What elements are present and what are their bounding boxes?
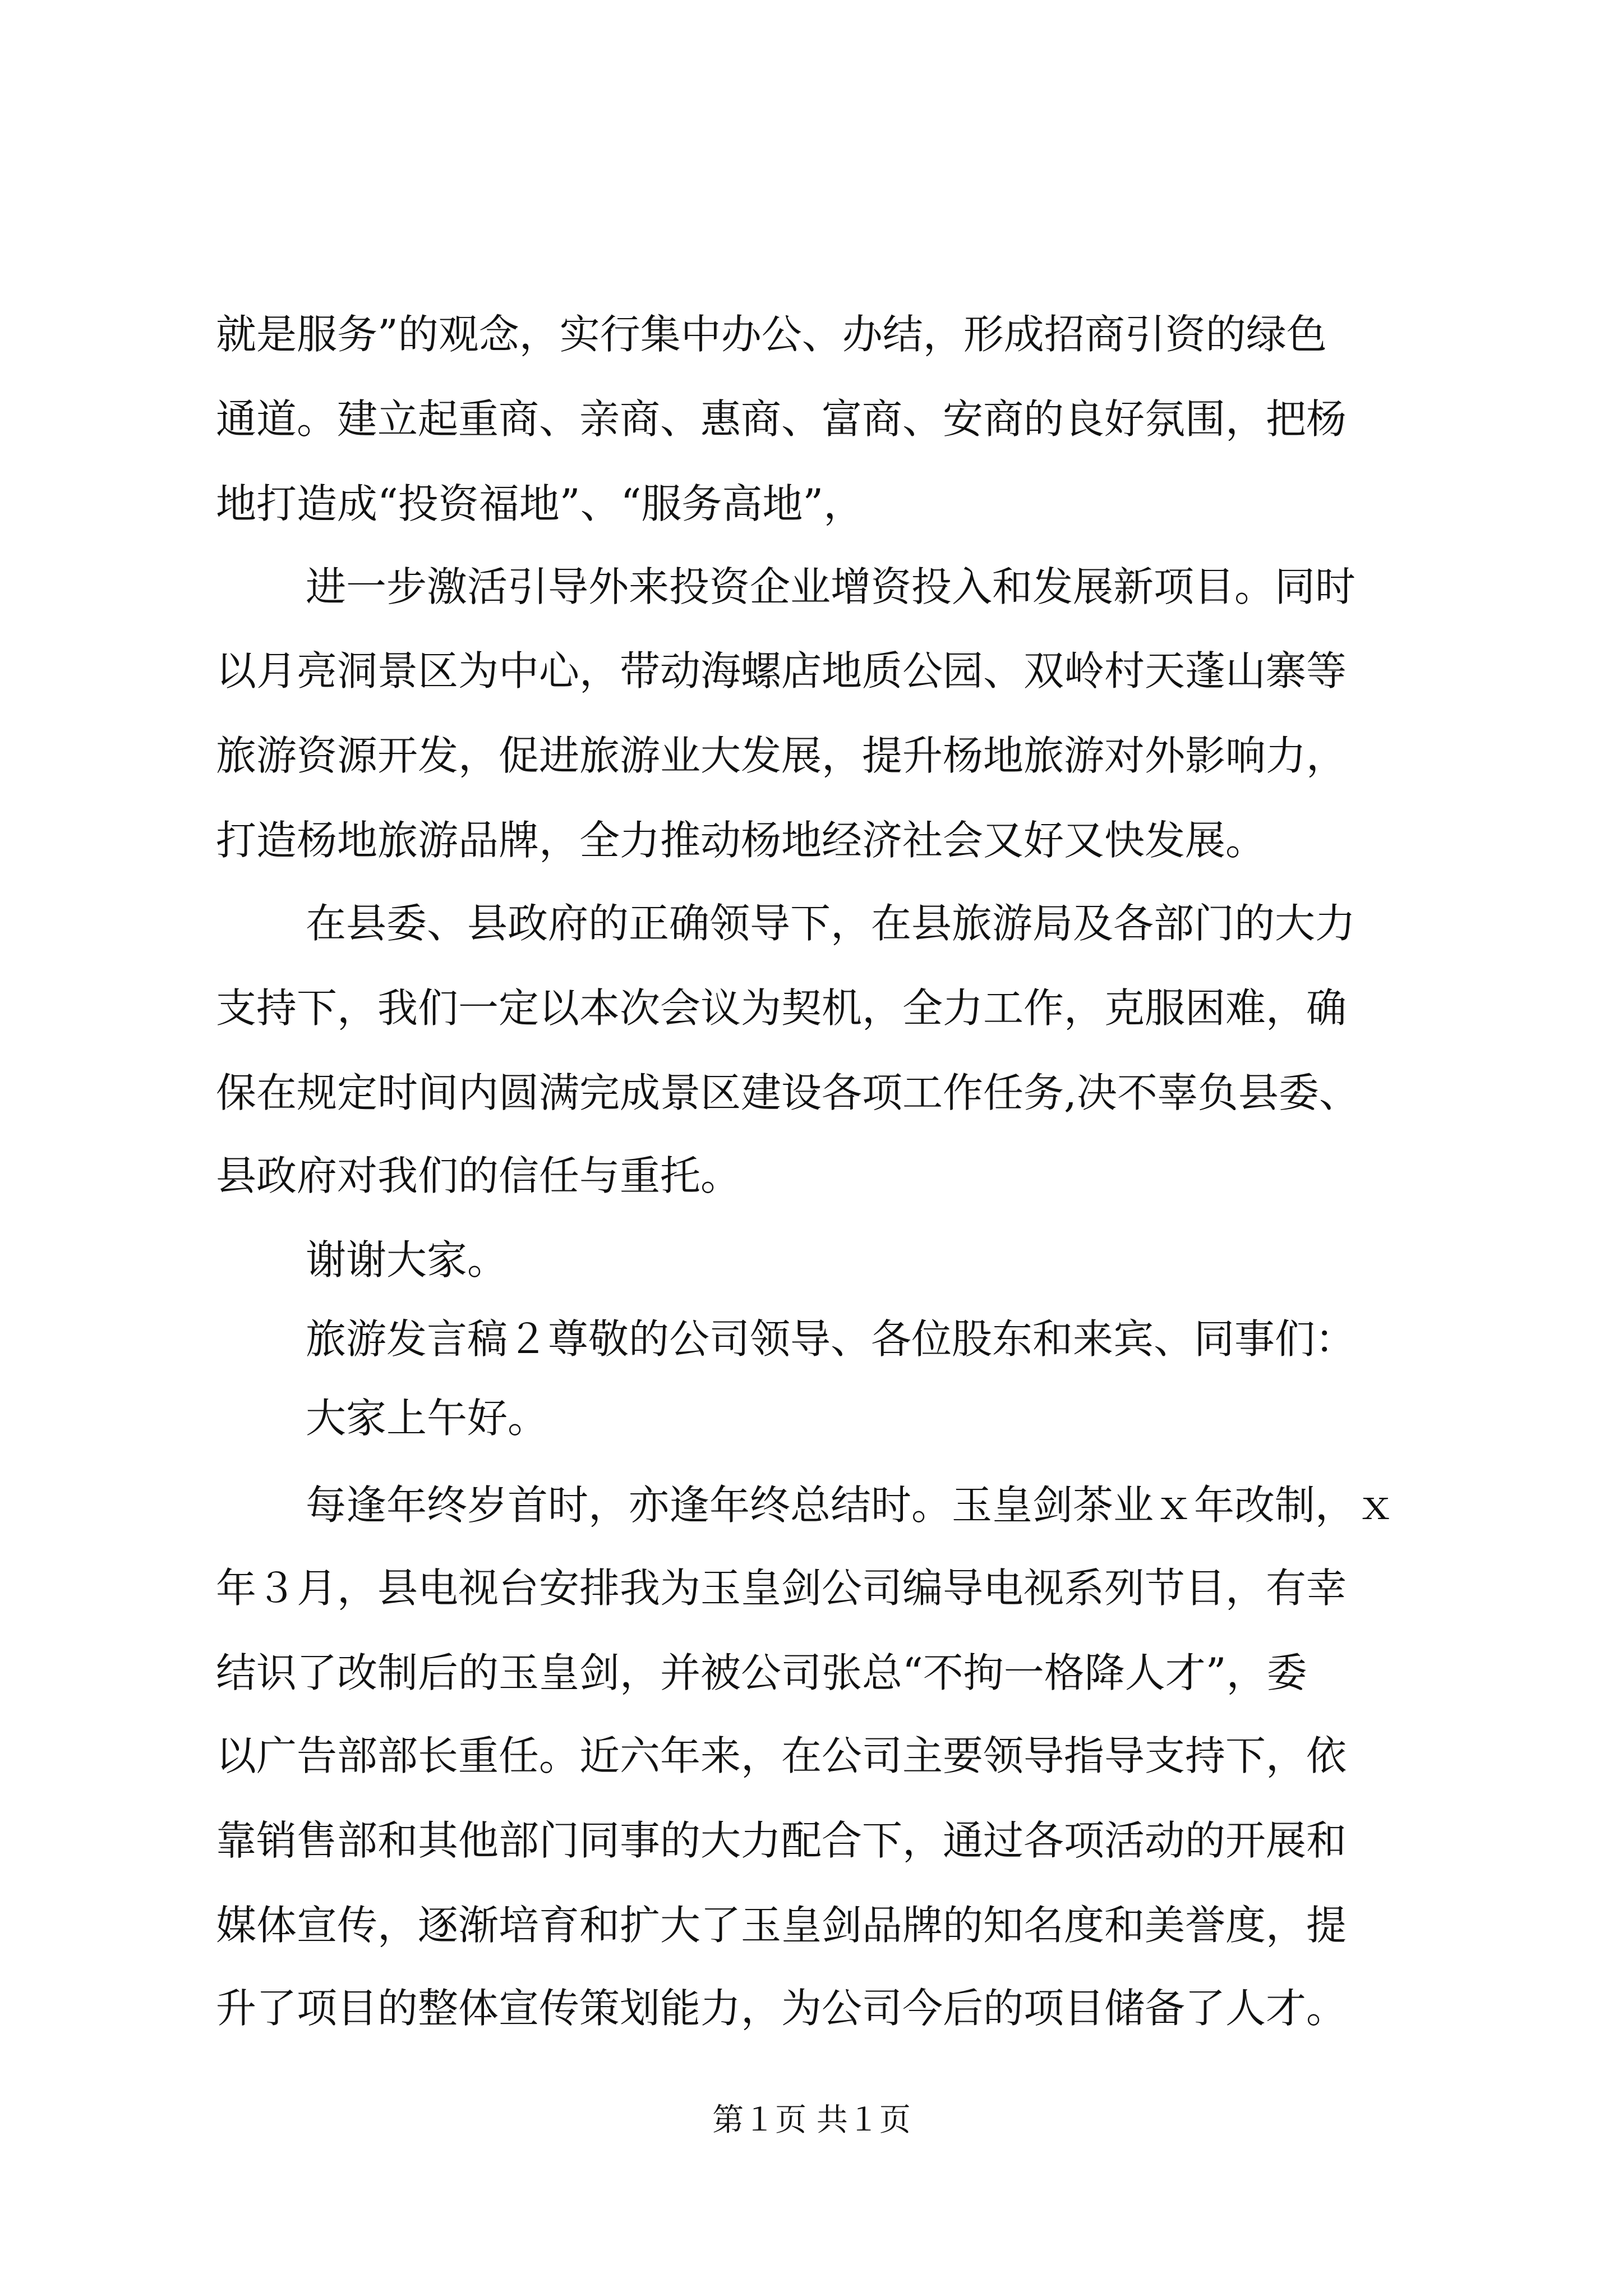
page-footer: 第１页 共１页 xyxy=(712,2102,911,2138)
paragraph-line-15: 每逢年终岁首时，亦逢年终总结时。玉皇剑茶业ｘ年改制，ｘ xyxy=(306,1481,1396,1529)
paragraph-line-8: 在县委、县政府的正确领导下，在县旅游局及各部门的大力 xyxy=(306,900,1356,947)
paragraph-line-13: 旅游发言稿２尊敬的公司领导、各位股东和来宾、同事们： xyxy=(306,1315,1356,1363)
text-line-16: 年３月，县电视台安排我为玉皇剑公司编导电视系列节目，有幸 xyxy=(216,1565,1347,1612)
text-line-1: 就是服务”的观念，实行集中办公、办结，形成招商引资的绿色 xyxy=(216,311,1327,358)
text-line-7: 打造杨地旅游品牌，全力推动杨地经济社会又好又快发展。 xyxy=(216,817,1266,864)
text-line-5: 以月亮洞景区为中心，带动海螺店地质公园、双岭村天蓬山寨等 xyxy=(216,647,1347,694)
text-line-20: 媒体宣传，逐渐培育和扩大了玉皇剑品牌的知名度和美誉度，提 xyxy=(216,1902,1347,1949)
text-line-21: 升了项目的整体宣传策划能力，为公司今后的项目储备了人才。 xyxy=(216,1985,1347,2032)
paragraph-line-14: 大家上午好。 xyxy=(306,1395,548,1442)
text-line-2: 通道。建立起重商、亲商、惠商、富商、安商的良好氛围，把杨 xyxy=(216,395,1347,443)
text-line-10: 保在规定时间内圆满完成景区建设各项工作任务,决不辜负县委、 xyxy=(216,1069,1359,1116)
paragraph-line-4: 进一步激活引导外来投资企业增资投入和发展新项目。同时 xyxy=(306,563,1356,610)
text-line-3: 地打造成“投资福地”、“服务高地”， xyxy=(216,480,864,527)
text-line-6: 旅游资源开发，促进旅游业大发展，提升杨地旅游对外影响力， xyxy=(216,732,1347,779)
paragraph-line-12: 谢谢大家。 xyxy=(306,1236,508,1283)
text-line-11: 县政府对我们的信任与重托。 xyxy=(216,1152,741,1199)
text-line-17: 结识了改制后的玉皇剑，并被公司张总“不拘一格降人才”，委 xyxy=(216,1649,1307,1696)
text-line-19: 靠销售部和其他部门同事的大力配合下，通过各项活动的开展和 xyxy=(216,1817,1347,1864)
text-line-9: 支持下，我们一定以本次会议为契机，全力工作，克服困难，确 xyxy=(216,984,1347,1032)
text-line-18: 以广告部部长重任。近六年来，在公司主要领导指导支持下，依 xyxy=(216,1732,1347,1779)
